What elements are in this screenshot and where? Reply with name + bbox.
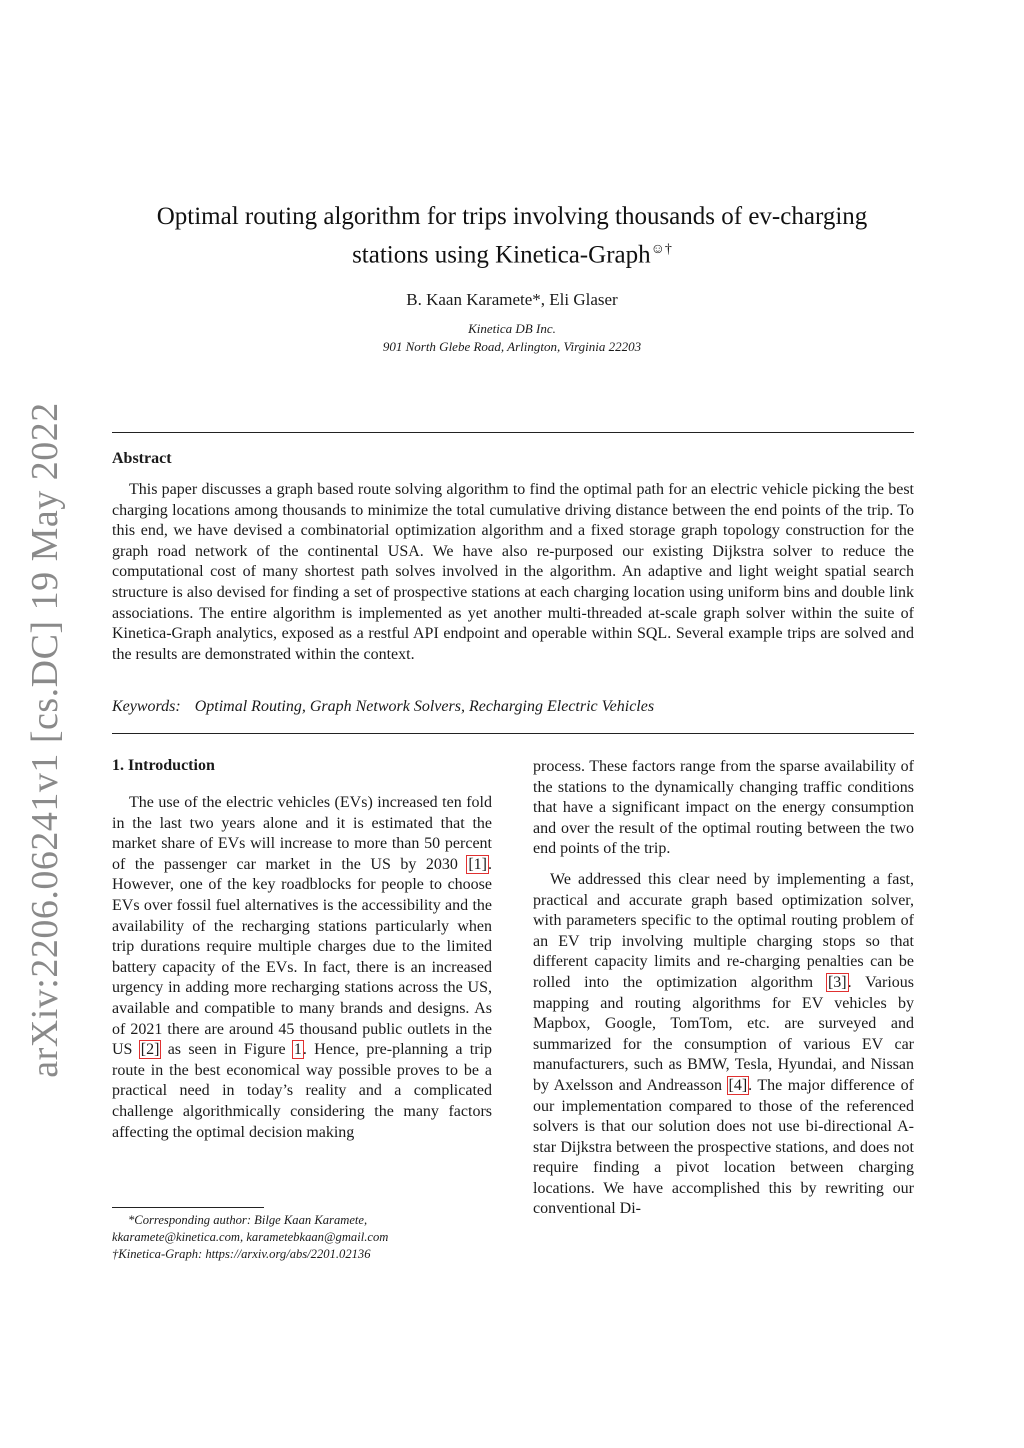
left-column — [112, 757, 492, 1143]
intro-p2-text-b: . Various mapping and routing algorithms for EV vehicles by Mapbox, Google, TomTom, etc. are surveyed and summarized for the consumption of various EV car manufacturers, such as BMW, Tesla, Hyundai, and Nissan by Axelsson and Andreasson — [533, 973, 915, 1094]
right-column — [533, 757, 914, 1220]
footnote-emails: kkaramete@kinetica.com, karametebkaan@gmail.com — [112, 1230, 389, 1244]
keywords-label: Keywords: — [112, 698, 181, 715]
citation-link-1[interactable]: [1] — [468, 855, 487, 873]
arxiv-identifier: arXiv:2206.06241v1 [cs.DC] 19 May 2022 — [24, 402, 66, 1078]
footnote-kinetica-graph: †Kinetica-Graph: https://arxiv.org/abs/2201.02136 — [112, 1247, 371, 1261]
author-list: B. Kaan Karamete*, Eli Glaser — [406, 290, 618, 309]
affiliation-address: 901 North Glebe Road, Arlington, Virginia 22203 — [382, 339, 642, 354]
intro-p1-text-c: as seen in Figure — [160, 1041, 293, 1059]
abstract-bottom-rule — [112, 733, 914, 734]
intro-p1-text-b: . However, one of the key roadblocks for people to choose EVs over fossil fuel alternatives is the accessibility and the availability of the recharging stations particularly when trip durations require multiple charges due to the limited battery capacity of the EVs. In fact, there is an increased urgency in adding more recharging stations across the US, available and compatible to many brands and designs. As of 2021 there are around 45 thousand public outlets in the US — [112, 855, 492, 1059]
citation-link-3[interactable]: [3] — [827, 973, 847, 991]
intro-p1-text-a: The use of the electric vehicles (EVs) increased ten fold in the last two years alone and it is estimated that the market share of EVs will increase to more than 50 percent of the passenger car market in the US by 2030 — [112, 794, 492, 873]
intro-p1-text-d: . Hence, pre-planning a trip route in the best economical way possible proves to be a practical need in today’s reality and a complicated challenge algorithmically considering the many factors affecting the optimal decision making — [112, 1041, 492, 1141]
footnote-corresponding-author: *Corresponding author: Bilge Kaan Karamete, — [128, 1213, 368, 1227]
citation-link-2[interactable]: [2] — [140, 1041, 160, 1059]
intro-p2-text-a: We addressed this clear need by implementing a fast, practical and accurate graph based optimization solver, with parameters specific to the optimal routing problem of an EV trip involving multiple charging stops so that different capacity limits and re-charging penalties can be rolled into the optimization algorithm — [533, 870, 914, 991]
intro-paragraph-2 — [533, 870, 914, 1220]
title-line-2 — [112, 233, 912, 271]
section-heading-introduction: 1. Introduction — [112, 757, 215, 774]
title-line-2-text: stations using Kinetica-Graph — [352, 241, 651, 269]
abstract-body — [112, 480, 914, 665]
arxiv-sidebar — [10, 402, 80, 1078]
figure-link-1[interactable]: 1 — [293, 1041, 302, 1059]
intro-p2-text-c: . The major difference of our implementation compared to those of the referenced solvers is that our solution does not use bi-directional A-star Dijkstra between the prospective stations, and does not require finding a pivot location between charging locations. We have accomplished this by rewriting our conventional Di- — [533, 1076, 914, 1218]
abstract-heading: Abstract — [112, 450, 172, 467]
keywords-list: Optimal Routing, Graph Network Solvers, Recharging Electric Vehicles — [194, 698, 655, 715]
affiliation-company: Kinetica DB Inc. — [468, 321, 556, 336]
title-line-1: Optimal routing algorithm for trips involving thousands of ev-charging — [156, 203, 868, 230]
footnotes — [112, 1212, 502, 1263]
keywords — [112, 698, 914, 716]
intro-paragraph-1-continued: process. These factors range from the sparse availability of the stations to the dynamically changing traffic conditions that have a significant impact on the energy consumption and over the result of the optimal routing between the two end points of the trip. — [533, 758, 914, 858]
title-marks: ☺† — [650, 242, 672, 257]
intro-paragraph-1 — [112, 793, 492, 1143]
paper-title — [112, 200, 912, 271]
footnote-rule — [112, 1207, 264, 1208]
citation-link-4[interactable]: [4] — [728, 1076, 748, 1094]
abstract-text: This paper discusses a graph based route solving algorithm to find the optimal path for an electric vehicle picking the best charging locations among thousands to minimize the total cumulative driving distance between the end points of the trip. To this end, we have devised a combinatorial optimization algorithm and a fixed storage graph topology construction for the graph road network of the continental USA. We have also re-purposed our existing Dijkstra solver to reduce the computational cost of many shortest path solves involved in the algorithm. An adaptive and light weight spatial search structure is also devised for finding a set of prospective stations at each charging location using uniform bins and double link associations. The entire algorithm is implemented as yet another multi-threaded at-scale graph solver within the suite of Kinetica-Graph analytics, exposed as a restful API endpoint and operable within SQL. Several example trips are solved and the results are demonstrated within the context. — [112, 481, 914, 663]
abstract-top-rule — [112, 432, 914, 433]
